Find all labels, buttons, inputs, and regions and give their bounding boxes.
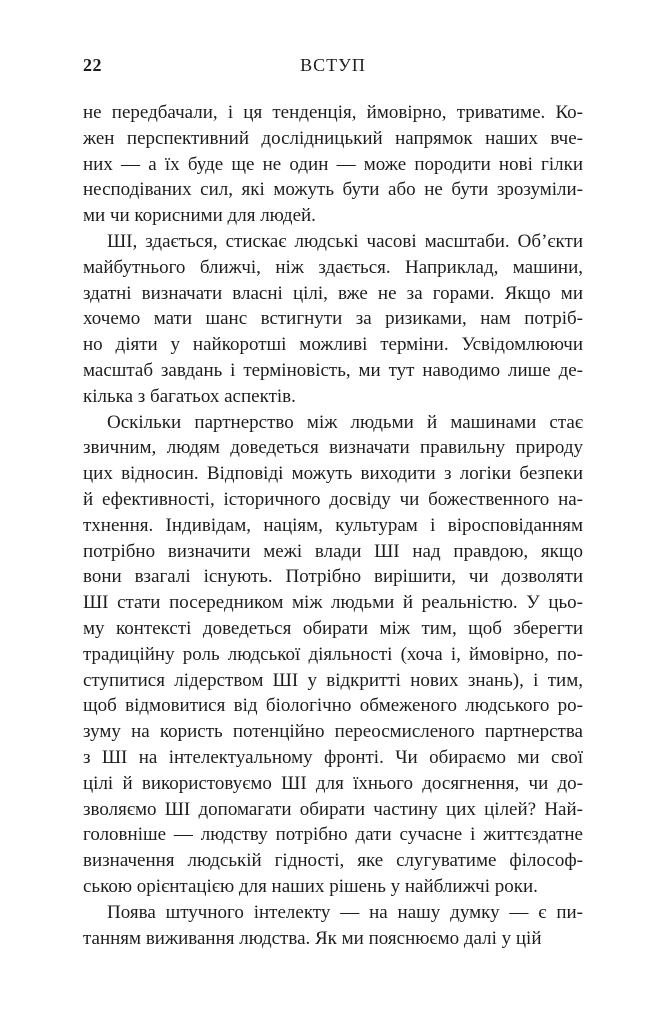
text-line: ською орієнтацією для наших рішень у найближчі роки. bbox=[83, 875, 538, 897]
running-header-title: ВСТУП bbox=[300, 55, 366, 75]
text-line: ступитися лідерством ШІ у відкритті нових знань), і тим, bbox=[83, 669, 583, 691]
text-line: зволяємо ШІ допомагати обирати частину цих цілей? Най- bbox=[83, 798, 583, 820]
text-line: визначення людській гідності, яке слугуватиме філософ- bbox=[83, 850, 583, 872]
text-line: ШІ, здається, стискає людські часові масштаби. Об’єкти bbox=[107, 230, 583, 252]
text-line: зуму на користь потенційно переосмисленого партнерства bbox=[83, 721, 583, 743]
text-line: звичним, людям доведеться визначати правильну природу bbox=[83, 437, 583, 459]
text-line: цілі й використовуємо ШІ для їхнього досягнення, чи до- bbox=[83, 772, 583, 794]
text-line: несподіваних сил, які можуть бути або не бути зрозуміли- bbox=[83, 179, 583, 201]
text-line: цих відносин. Відповіді можуть виходити з логіки безпеки bbox=[83, 463, 583, 485]
text-line: кілька з багатьох аспектів. bbox=[83, 385, 296, 407]
text-line: майбутнього ближчі, ніж здається. Наприклад, машини, bbox=[83, 256, 583, 278]
text-line: ШІ стати посередником між людьми й реальністю. У цьо- bbox=[83, 592, 583, 614]
text-line: з ШІ на інтелектуальному фронті. Чи обираємо ми свої bbox=[83, 746, 583, 768]
page-number: 22 bbox=[83, 55, 102, 75]
body-text bbox=[83, 100, 583, 951]
page-header bbox=[83, 55, 583, 79]
text-line: потрібно визначити межі влади ШІ над правдою, якщо bbox=[83, 540, 583, 562]
text-line: щоб відмовитися від біологічно обмеженого людського ро- bbox=[83, 695, 583, 717]
text-line: вони взагалі існують. Потрібно вирішити, чи дозволяти bbox=[83, 566, 583, 588]
text-line: масштаб завдань і терміновість, ми тут наводимо лише де- bbox=[83, 359, 583, 381]
text-line: но діяти у найкоротші можливі терміни. Усвідомлюючи bbox=[83, 334, 583, 356]
text-line: головніше — людству потрібно дати сучасне і життєздатне bbox=[83, 824, 583, 846]
text-line: жен перспективний дослідницький напрямок наших вче- bbox=[83, 127, 583, 149]
text-line: Поява штучного інтелекту — на нашу думку — є пи- bbox=[107, 901, 583, 923]
text-line: ми чи корисними для людей. bbox=[83, 205, 316, 227]
text-line: му контексті доведеться обирати між тим, щоб зберегти bbox=[83, 617, 583, 639]
text-line: тхнення. Індивідам, націям, культурам і віросповіданням bbox=[83, 514, 583, 536]
text-line: них — а їх буде ще не один — може породити нові гілки bbox=[83, 153, 583, 175]
text-line: Оскільки партнерство між людьми й машинами стає bbox=[107, 411, 583, 433]
text-line: хочемо мати шанс встигнути за ризиками, нам потріб- bbox=[83, 308, 583, 330]
text-line: й ефективності, історичного досвіду чи божественного на- bbox=[83, 488, 583, 510]
text-line: танням виживання людства. Як ми пояснюємо далі у цій bbox=[83, 927, 542, 949]
text-line: традиційну роль людської діяльності (хоча і, ймовірно, по- bbox=[83, 643, 583, 665]
text-line: не передбачали, і ця тенденція, ймовірно, триватиме. Ко- bbox=[83, 102, 583, 123]
text-line: здатні визначати власні цілі, вже не за горами. Якщо ми bbox=[83, 282, 583, 304]
